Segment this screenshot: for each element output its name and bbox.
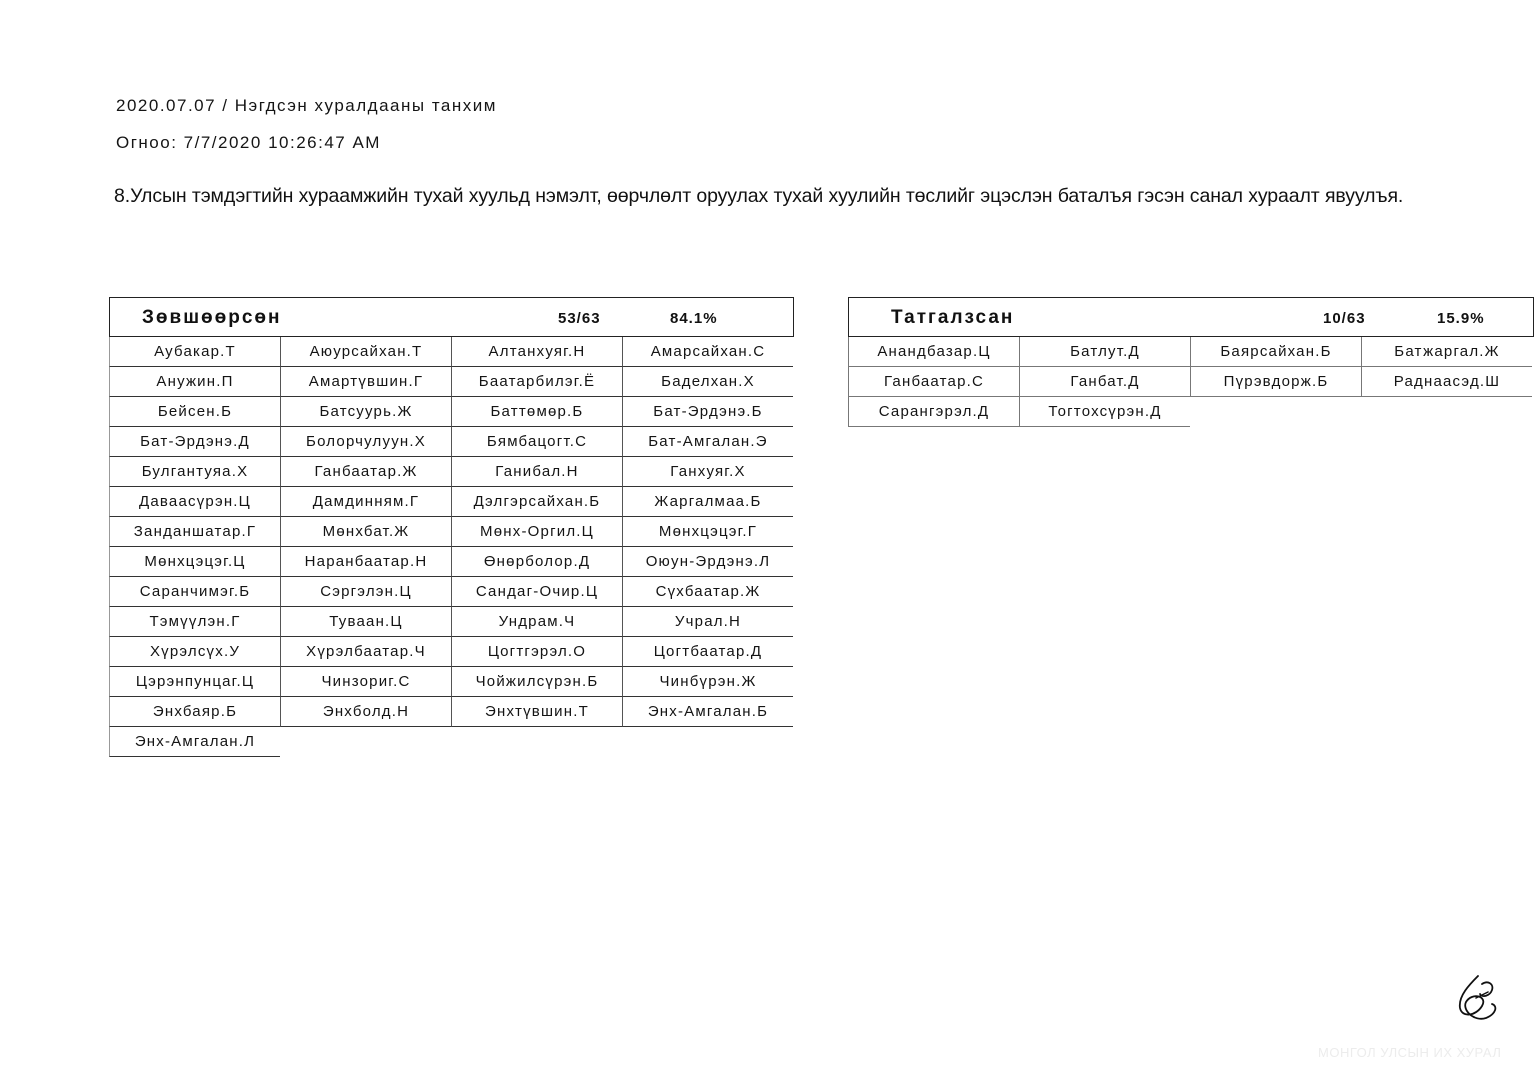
approve-name-cell: Алтанхуяг.Н (451, 337, 622, 367)
approve-name-cell: Энх-Амгалан.Л (109, 727, 280, 757)
approve-name-cell: Чойжилсүрэн.Б (451, 667, 622, 697)
approve-name-cell: Анужин.П (109, 367, 280, 397)
approve-name-cell: Цэрэнпунцаг.Ц (109, 667, 280, 697)
approve-name-cell: Ганибал.Н (451, 457, 622, 487)
approve-header (109, 297, 794, 337)
approve-name-cell: Энхтүвшин.Т (451, 697, 622, 727)
approve-name-cell: Бат-Амгалан.Э (622, 427, 793, 457)
approve-name-cell: Бейсен.Б (109, 397, 280, 427)
approve-name-cell: Дэлгэрсайхан.Б (451, 487, 622, 517)
reject-name-cell: Анандбазар.Ц (848, 337, 1019, 367)
approve-name-cell: Дамдинням.Г (280, 487, 451, 517)
approve-name-cell: Аубакар.Т (109, 337, 280, 367)
approve-name-cell: Саранчимэг.Б (109, 577, 280, 607)
approve-name-cell: Мөнхцэцэг.Г (622, 517, 793, 547)
approve-name-cell: Чинзориг.С (280, 667, 451, 697)
signature-mark (1452, 970, 1504, 1026)
approve-name-cell: Энхболд.Н (280, 697, 451, 727)
approve-name-cell: Амарсайхан.С (622, 337, 793, 367)
approve-name-cell: Ундрам.Ч (451, 607, 622, 637)
approve-name-cell: Бат-Эрдэнэ.Б (622, 397, 793, 427)
approve-name-cell: Туваан.Ц (280, 607, 451, 637)
approve-name-cell: Мөнхбат.Ж (280, 517, 451, 547)
approve-name-cell: Булгантуяа.Х (109, 457, 280, 487)
approve-name-cell: Оюун-Эрдэнэ.Л (622, 547, 793, 577)
approve-name-cell: Сандаг-Очир.Ц (451, 577, 622, 607)
approve-name-cell: Чинбүрэн.Ж (622, 667, 793, 697)
approve-name-cell: Батсуурь.Ж (280, 397, 451, 427)
reject-count: 10/63 (1323, 310, 1366, 327)
reject-name-cell: Пүрэвдорж.Б (1190, 367, 1361, 397)
approve-name-cell: Бат-Эрдэнэ.Д (109, 427, 280, 457)
approve-name-cell: Даваасүрэн.Ц (109, 487, 280, 517)
motion-text: 8.Улсын тэмдэгтийн хураамжийн тухай хуульд нэмэлт, өөрчлөлт оруулах тухай хуулийн төслийг эцэслэн баталъя гэсэн санал хураалт явуулъя. (114, 185, 1404, 207)
reject-name-cell: Тогтохсүрэн.Д (1019, 397, 1190, 427)
reject-name-cell: Ганбаатар.С (848, 367, 1019, 397)
session-line: 2020.07.07 / Нэгдсэн хуралдааны танхим (116, 96, 497, 115)
approve-name-cell: Цогтбаатар.Д (622, 637, 793, 667)
reject-percent: 15.9% (1437, 310, 1485, 327)
approve-name-cell: Цогтгэрэл.О (451, 637, 622, 667)
approve-name-cell: Хүрэлбаатар.Ч (280, 637, 451, 667)
approve-name-cell: Аюурсайхан.Т (280, 337, 451, 367)
approve-title: Зөвшөөрсөн (142, 307, 282, 328)
approve-names-grid (109, 337, 794, 757)
approve-name-cell: Энхбаяр.Б (109, 697, 280, 727)
approve-name-cell: Бямбацогт.С (451, 427, 622, 457)
date-line: Огноо: 7/7/2020 10:26:47 AM (116, 133, 381, 152)
approve-name-cell: Учрал.Н (622, 607, 793, 637)
reject-name-cell: Ганбат.Д (1019, 367, 1190, 397)
approve-name-cell: Мөнхцэцэг.Ц (109, 547, 280, 577)
approve-name-cell: Баатарбилэг.Ё (451, 367, 622, 397)
approve-name-cell: Наранбаатар.Н (280, 547, 451, 577)
reject-name-cell: Батлут.Д (1019, 337, 1190, 367)
approve-name-cell: Ганхуяг.Х (622, 457, 793, 487)
reject-name-cell: Баярсайхан.Б (1190, 337, 1361, 367)
approve-name-cell: Баделхан.Х (622, 367, 793, 397)
approve-name-cell: Энх-Амгалан.Б (622, 697, 793, 727)
reject-header (848, 297, 1534, 337)
approve-count: 53/63 (558, 310, 601, 327)
reject-block (848, 297, 1534, 427)
approve-name-cell: Мөнх-Оргил.Ц (451, 517, 622, 547)
approve-name-cell: Сүхбаатар.Ж (622, 577, 793, 607)
approve-name-cell: Өнөрболор.Д (451, 547, 622, 577)
reject-name-cell: Батжаргал.Ж (1361, 337, 1532, 367)
approve-name-cell: Хүрэлсүх.У (109, 637, 280, 667)
approve-name-cell: Занданшатар.Г (109, 517, 280, 547)
watermark: МОНГОЛ УЛСЫН ИХ ХУРАЛ (1318, 1045, 1502, 1060)
approve-block (109, 297, 794, 757)
approve-name-cell: Ганбаатар.Ж (280, 457, 451, 487)
approve-percent: 84.1% (670, 310, 718, 327)
reject-name-cell: Сарангэрэл.Д (848, 397, 1019, 427)
reject-names-grid (848, 337, 1534, 427)
approve-name-cell: Тэмүүлэн.Г (109, 607, 280, 637)
approve-name-cell: Амартүвшин.Г (280, 367, 451, 397)
approve-name-cell: Сэргэлэн.Ц (280, 577, 451, 607)
approve-name-cell: Баттөмөр.Б (451, 397, 622, 427)
approve-name-cell: Болорчулуун.Х (280, 427, 451, 457)
approve-name-cell: Жаргалмаа.Б (622, 487, 793, 517)
reject-title: Татгалзсан (891, 307, 1015, 328)
reject-name-cell: Раднаасэд.Ш (1361, 367, 1532, 397)
